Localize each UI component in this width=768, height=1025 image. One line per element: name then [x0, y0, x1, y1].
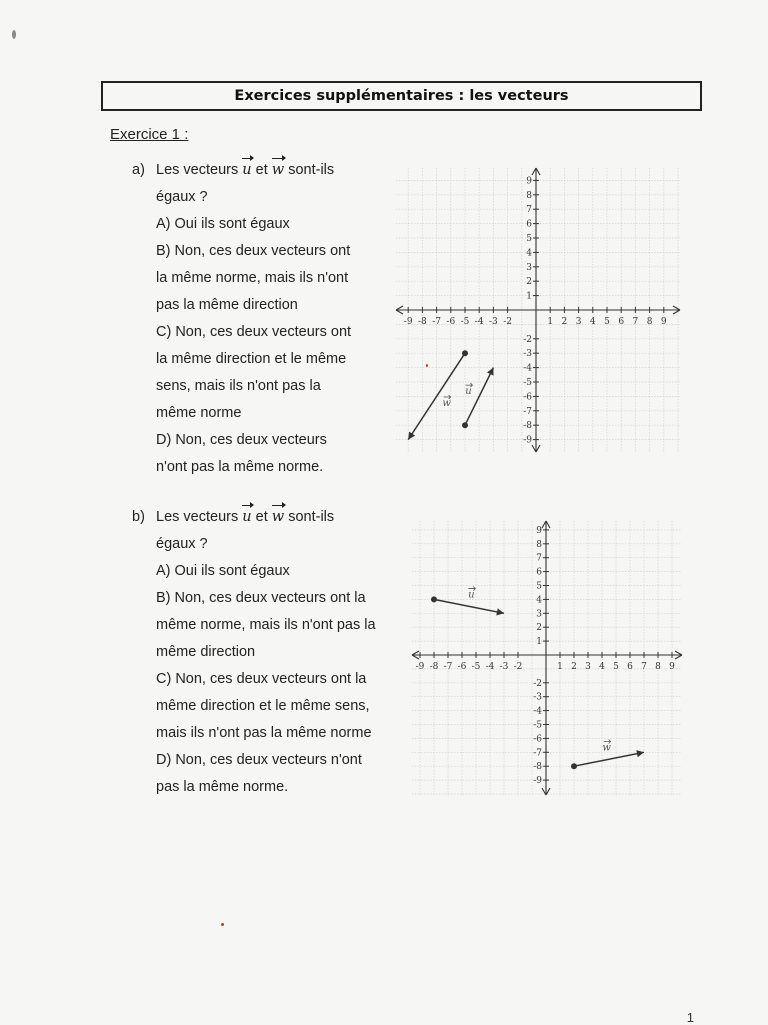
- answer-option-c-cont: mais ils n'ont pas la même norme: [156, 725, 372, 741]
- y-tick-label: 6: [536, 567, 542, 578]
- x-tick-label: 8: [655, 662, 661, 672]
- y-tick-label: -7: [533, 748, 542, 759]
- scan-speck: [426, 364, 428, 367]
- x-tick-label: -8: [429, 662, 439, 672]
- answer-option-d-cont: pas la même norme.: [156, 779, 289, 795]
- y-tick-label: -8: [523, 421, 532, 432]
- question-letter: b): [132, 509, 145, 525]
- y-tick-label: 5: [526, 234, 532, 244]
- vector-w-tail: [462, 350, 468, 356]
- x-tick-label: 9: [660, 317, 667, 327]
- vector-graph-a: [392, 160, 684, 460]
- x-tick-label: -7: [432, 317, 441, 327]
- vector-u-head: [496, 608, 504, 615]
- x-tick-label: 5: [613, 662, 619, 672]
- x-tick-label: -3: [489, 317, 498, 327]
- y-tick-label: 5: [536, 581, 542, 592]
- vector-u-label: u: [465, 386, 472, 398]
- answer-option-d: D) Non, ces deux vecteurs: [156, 432, 327, 448]
- x-tick-label: -2: [503, 317, 512, 327]
- question-line: égaux ?: [156, 189, 208, 205]
- y-tick-label: 4: [526, 248, 532, 259]
- x-tick-label: -5: [460, 317, 470, 327]
- vector-u-tail: [462, 422, 468, 428]
- x-tick-label: 3: [585, 662, 591, 672]
- y-tick-label: 9: [526, 176, 532, 187]
- x-tick-label: -9: [403, 317, 413, 327]
- y-tick-label: -9: [533, 776, 542, 787]
- y-tick-label: 9: [536, 525, 542, 536]
- answer-option-d: D) Non, ces deux vecteurs n'ont: [156, 752, 362, 768]
- answer-option-c-cont: même norme: [156, 405, 242, 421]
- x-tick-label: 3: [575, 317, 582, 327]
- answer-option-c: C) Non, ces deux vecteurs ont: [156, 324, 352, 340]
- question-intro: Les vecteurs u et w sont-ils: [156, 504, 376, 531]
- scan-speck: [221, 923, 224, 926]
- y-tick-label: -9: [523, 435, 532, 446]
- x-tick-label: 4: [589, 317, 596, 327]
- vector-w-symbol: w: [272, 157, 284, 184]
- y-tick-label: 3: [536, 609, 542, 620]
- vector-w-head: [636, 750, 644, 757]
- worksheet-title: [101, 81, 702, 111]
- y-tick-label: 7: [536, 553, 542, 564]
- vector-w-label: w: [602, 742, 611, 754]
- y-tick-label: -5: [533, 720, 542, 731]
- y-tick-label: -4: [523, 363, 532, 374]
- y-tick-label: -3: [523, 349, 532, 360]
- x-tick-label: -6: [446, 317, 456, 327]
- answer-option-b: B) Non, ces deux vecteurs ont la: [156, 590, 366, 606]
- exercise-heading: Exercice 1 :: [110, 126, 189, 143]
- x-tick-label: 9: [669, 662, 675, 672]
- question-b: [132, 504, 376, 801]
- y-tick-label: -7: [523, 406, 532, 417]
- answer-option-a: A) Oui ils sont égaux: [156, 563, 290, 579]
- x-tick-label: -4: [474, 317, 484, 327]
- x-tick-label: 1: [547, 317, 554, 327]
- vector-w-label: w: [442, 397, 451, 409]
- answer-option-b-cont: pas la même direction: [156, 297, 298, 313]
- y-tick-label: -8: [533, 762, 542, 773]
- y-tick-label: -6: [523, 392, 532, 403]
- y-tick-label: -2: [533, 678, 542, 689]
- answer-option-b-cont: la même norme, mais ils n'ont: [156, 270, 349, 286]
- y-tick-label: -3: [533, 692, 542, 703]
- vector-u-symbol: u: [242, 157, 251, 184]
- y-tick-label: 1: [536, 637, 542, 648]
- y-tick-label: -4: [533, 706, 542, 717]
- vector-u-symbol: u: [242, 504, 251, 531]
- x-tick-label: -3: [499, 662, 509, 672]
- y-tick-label: -2: [523, 334, 532, 345]
- vector-u-line: [434, 599, 504, 613]
- answer-option-c-cont: sens, mais ils n'ont pas la: [156, 378, 321, 394]
- page-number: 1: [686, 1010, 694, 1025]
- x-tick-label: -2: [513, 662, 523, 672]
- question-a: [132, 157, 351, 481]
- x-tick-label: 5: [604, 317, 610, 327]
- question-line: égaux ?: [156, 536, 208, 552]
- answer-option-b: B) Non, ces deux vecteurs ont: [156, 243, 351, 259]
- answer-option-c: C) Non, ces deux vecteurs ont la: [156, 671, 367, 687]
- y-tick-label: 4: [536, 595, 542, 606]
- vector-w-head: [408, 432, 415, 440]
- vector-u-tail: [431, 596, 437, 602]
- x-tick-label: 2: [571, 662, 577, 672]
- x-tick-label: -9: [415, 662, 425, 672]
- x-tick-label: 1: [557, 662, 563, 672]
- y-tick-label: -6: [533, 734, 542, 745]
- y-tick-label: 8: [536, 539, 542, 550]
- x-tick-label: 4: [599, 662, 605, 672]
- scan-speck: [12, 30, 16, 39]
- x-tick-label: -4: [485, 662, 495, 672]
- vector-u-label: u: [468, 589, 475, 601]
- x-tick-label: -8: [418, 317, 427, 327]
- y-tick-label: 1: [526, 291, 532, 302]
- worksheet-title-text: Exercices supplémentaires : les vecteurs: [234, 88, 569, 104]
- y-tick-label: -5: [523, 378, 532, 388]
- x-tick-label: -6: [457, 662, 467, 672]
- vector-w-tail: [571, 763, 577, 769]
- x-tick-label: 8: [646, 317, 653, 327]
- x-tick-label: 6: [627, 662, 633, 672]
- y-tick-label: 2: [536, 623, 542, 634]
- answer-option-b-cont: même direction: [156, 644, 256, 660]
- question-intro: Les vecteurs u et w sont-ils: [156, 157, 351, 184]
- x-tick-label: -7: [443, 662, 453, 672]
- answer-option-c-cont: même direction et le même sens,: [156, 698, 370, 714]
- question-letter: a): [132, 162, 145, 178]
- vector-graph-b: [408, 515, 688, 805]
- answer-option-d-cont: n'ont pas la même norme.: [156, 459, 324, 475]
- x-tick-label: 6: [618, 317, 625, 327]
- answer-option-c-cont: la même direction et le même: [156, 351, 347, 367]
- vector-w-line: [574, 752, 644, 766]
- y-tick-label: 2: [526, 277, 532, 288]
- y-tick-label: 3: [526, 262, 532, 273]
- y-tick-label: 8: [526, 190, 532, 201]
- vector-w-symbol: w: [272, 504, 284, 531]
- y-tick-label: 6: [526, 219, 532, 230]
- x-tick-label: 2: [561, 317, 568, 327]
- x-tick-label: 7: [641, 662, 647, 672]
- x-tick-label: 7: [632, 317, 639, 327]
- x-tick-label: -5: [471, 662, 481, 672]
- answer-option-b-cont: même norme, mais ils n'ont pas la: [156, 617, 376, 633]
- answer-option-a: A) Oui ils sont égaux: [156, 216, 290, 232]
- y-tick-label: 7: [526, 205, 532, 216]
